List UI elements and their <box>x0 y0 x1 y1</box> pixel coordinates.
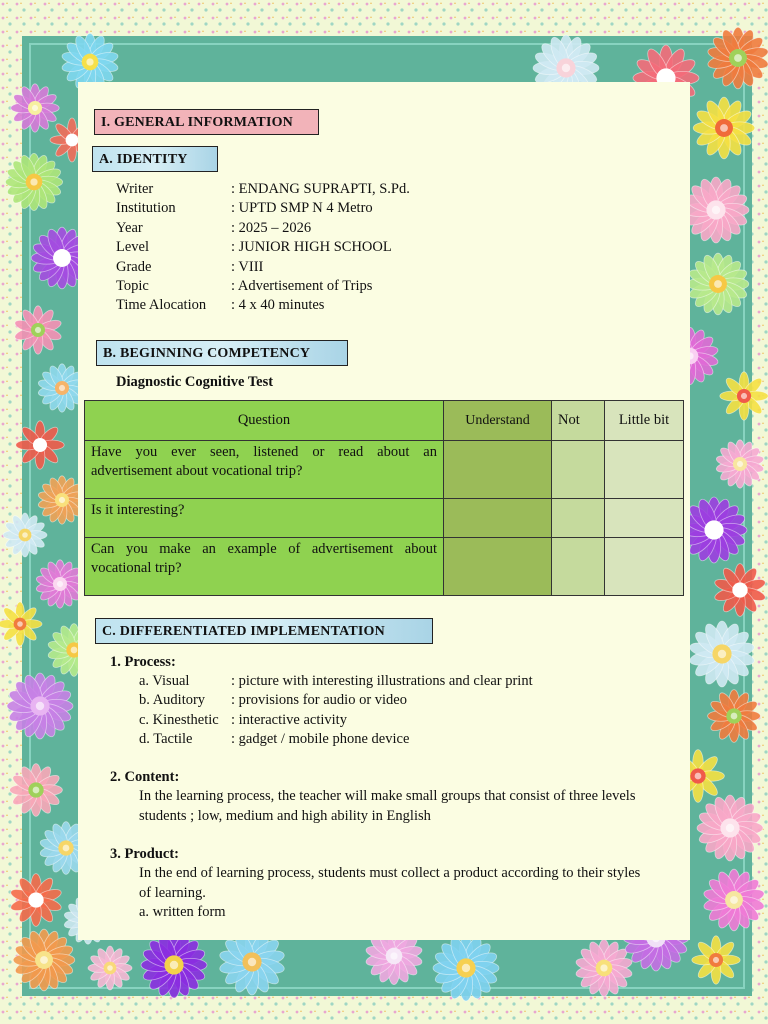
identity-heading: A. IDENTITY <box>92 146 218 172</box>
flower-icon <box>16 421 64 469</box>
identity-value: : 2025 – 2026 <box>231 219 312 236</box>
identity-value: : UPTD SMP N 4 Metro <box>231 200 373 217</box>
flower-icon <box>692 936 740 984</box>
content-heading: 2. Content: <box>110 769 180 785</box>
understand-cell[interactable] <box>444 499 552 538</box>
header-little-bit: Little bit <box>605 401 684 441</box>
process-value: : provisions for audio or video <box>231 692 407 709</box>
process-label: a. Visual <box>139 673 190 689</box>
flower-icon <box>141 932 207 998</box>
table-row <box>85 441 684 499</box>
identity-label: Year <box>116 219 143 236</box>
not-cell[interactable] <box>552 499 605 538</box>
identity-value: : Advertisement of Trips <box>231 278 373 294</box>
flower-icon <box>720 372 768 420</box>
flower-icon <box>0 602 42 646</box>
identity-label: Grade <box>116 258 152 275</box>
identity-label: Level <box>116 239 150 256</box>
identity-value: : JUNIOR HIGH SCHOOL <box>231 239 392 256</box>
header-not: Not <box>552 401 605 441</box>
header-understand: Understand <box>444 401 552 441</box>
not-cell[interactable] <box>552 538 605 596</box>
table-header-row <box>85 401 684 441</box>
product-line: a. written form <box>139 904 226 920</box>
process-label: b. Auditory <box>139 692 206 709</box>
flower-icon <box>5 153 62 210</box>
flower-icon <box>681 497 747 563</box>
identity-value: : ENDANG SUPRAPTI, S.Pd. <box>231 181 410 197</box>
flower-icon <box>683 177 749 243</box>
little-bit-cell[interactable] <box>605 499 684 538</box>
question-cell: Have you ever seen, listened or read about an advertisement about vocational trip? <box>85 441 444 499</box>
question-cell: Can you make an example of advertisement about vocational trip? <box>85 538 444 596</box>
diagnostic-test-table <box>84 400 684 596</box>
question-cell: Is it interesting? <box>85 499 444 538</box>
diagnostic-test-subtitle: Diagnostic Cognitive Test <box>116 374 274 390</box>
identity-value: : 4 x 40 minutes <box>231 297 325 314</box>
little-bit-cell[interactable] <box>605 441 684 499</box>
identity-label: Writer <box>116 181 154 197</box>
table-row <box>85 499 684 538</box>
understand-cell[interactable] <box>444 441 552 499</box>
process-value: : picture with interesting illustrations and clear print <box>231 673 533 689</box>
flower-icon <box>687 253 749 315</box>
beginning-competency-heading: B. BEGINNING COMPETENCY <box>96 340 348 366</box>
product-heading: 3. Product: <box>110 846 180 862</box>
process-value: : interactive activity <box>231 711 347 728</box>
product-line: In the end of learning process, students must collect a product according to their styles <box>139 865 641 881</box>
understand-cell[interactable] <box>444 538 552 596</box>
flower-icon <box>7 673 73 739</box>
differentiated-implementation-heading: C. DIFFERENTIATED IMPLEMENTATION <box>95 618 433 644</box>
process-value: : gadget / mobile phone device <box>231 731 410 748</box>
product-line: of learning. <box>139 885 206 901</box>
content-line: students ; low, medium and high ability in English <box>139 808 431 824</box>
process-label: c. Kinesthetic <box>139 711 219 728</box>
process-label: d. Tactile <box>139 731 193 748</box>
identity-value: : VIII <box>231 258 264 275</box>
not-cell[interactable] <box>552 441 605 499</box>
identity-label: Institution <box>116 200 176 217</box>
general-information-heading: I. GENERAL INFORMATION <box>94 109 319 135</box>
identity-label: Topic <box>116 278 149 294</box>
content-line: In the learning process, the teacher will make small groups that consist of three levels <box>139 788 636 804</box>
flower-icon <box>13 929 75 991</box>
header-question: Question <box>85 401 444 441</box>
flower-icon <box>433 935 499 1001</box>
table-row <box>85 538 684 596</box>
flower-icon <box>697 795 763 861</box>
process-heading: 1. Process: <box>110 654 176 670</box>
little-bit-cell[interactable] <box>605 538 684 596</box>
identity-label: Time Alocation <box>116 297 207 314</box>
